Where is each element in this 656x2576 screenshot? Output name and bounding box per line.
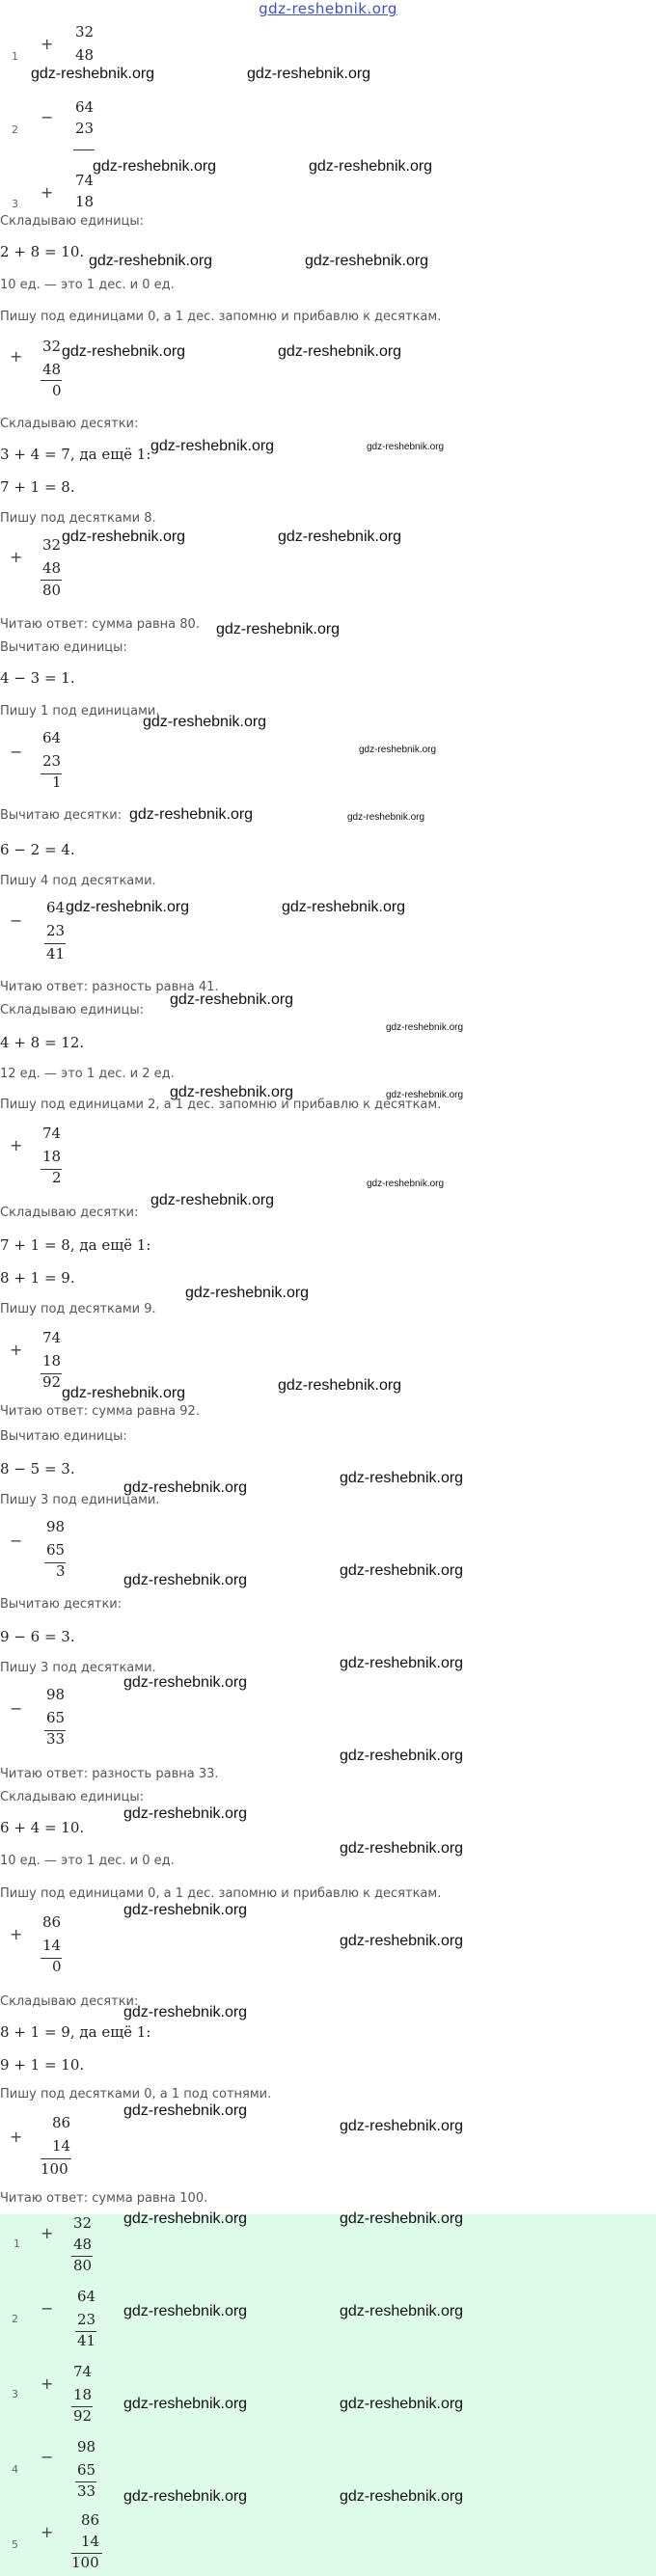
watermark: gdz-reshebnik.org bbox=[340, 2396, 464, 2412]
plus-sign: + bbox=[41, 2374, 54, 2393]
watermark: gdz-reshebnik.org bbox=[185, 1285, 310, 1301]
step-equation: 6 + 4 = 10. bbox=[0, 1819, 85, 1836]
watermark: gdz-reshebnik.org bbox=[123, 2004, 248, 2020]
watermark: gdz-reshebnik.org bbox=[340, 1470, 464, 1486]
watermark: gdz-reshebnik.org bbox=[123, 2102, 248, 2119]
step-equation: 8 + 1 = 9, да ещё 1: bbox=[0, 2023, 151, 2041]
watermark: gdz-reshebnik.org bbox=[340, 1655, 464, 1671]
step-equation: 7 + 1 = 8, да ещё 1: bbox=[0, 1236, 151, 1254]
operand-bottom: 48 bbox=[73, 2236, 93, 2253]
operand-bottom: 23 bbox=[77, 2311, 96, 2328]
example-number: 2 bbox=[12, 2313, 18, 2325]
operand-top: 64 bbox=[77, 2288, 96, 2305]
result-line bbox=[44, 943, 66, 944]
operand-top: 86 bbox=[42, 1913, 62, 1931]
watermark: gdz-reshebnik.org bbox=[129, 806, 254, 823]
minus-sign: − bbox=[10, 1532, 23, 1550]
result-value: 1 bbox=[52, 773, 62, 791]
step-equation: 4 + 8 = 12. bbox=[0, 1034, 85, 1051]
step-text: Складываю единицы: bbox=[0, 1003, 145, 1017]
step-text: 10 ед. — это 1 дес. и 0 ед. bbox=[0, 1854, 175, 1868]
watermark: gdz-reshebnik.org bbox=[278, 343, 402, 360]
example-number: 1 bbox=[12, 50, 18, 63]
operand-top: 86 bbox=[52, 2114, 71, 2131]
step-text: Вычитаю единицы: bbox=[0, 1429, 127, 1444]
result-value: 100 bbox=[71, 2554, 99, 2571]
watermark: gdz-reshebnik.org bbox=[340, 1562, 464, 1579]
step-text: Пишу под десятками 8. bbox=[0, 511, 156, 526]
step-text: Пишу под десятками 9. bbox=[0, 1302, 156, 1316]
watermark: gdz-reshebnik.org bbox=[359, 745, 437, 755]
step-equation: 8 + 1 = 9. bbox=[0, 1269, 75, 1287]
watermark: gdz-reshebnik.org bbox=[123, 2396, 248, 2412]
result-line bbox=[73, 149, 95, 150]
watermark: gdz-reshebnik.org bbox=[386, 1022, 464, 1033]
operand-top: 74 bbox=[42, 1125, 62, 1142]
watermark: gdz-reshebnik.org bbox=[305, 253, 429, 269]
example-number: 1 bbox=[14, 2237, 20, 2250]
watermark: gdz-reshebnik.org bbox=[123, 1902, 248, 1918]
step-text: 12 ед. — это 1 дес. и 2 ед. bbox=[0, 1067, 175, 1081]
step-text: Пишу 1 под единицами. bbox=[0, 704, 160, 719]
watermark: gdz-reshebnik.org bbox=[170, 1084, 294, 1100]
operand-bottom: 14 bbox=[52, 2137, 71, 2155]
step-text: Складываю десятки: bbox=[0, 1206, 139, 1220]
watermark: gdz-reshebnik.org bbox=[123, 2303, 248, 2319]
result-value: 41 bbox=[77, 2332, 96, 2349]
operand-top: 32 bbox=[42, 536, 62, 554]
result-value: 100 bbox=[41, 2160, 68, 2178]
example-number: 3 bbox=[12, 2388, 18, 2400]
plus-sign: + bbox=[41, 2224, 54, 2242]
watermark: gdz-reshebnik.org bbox=[150, 1192, 275, 1208]
operand-bottom: 18 bbox=[75, 193, 95, 210]
watermark: gdz-reshebnik.org bbox=[386, 1090, 464, 1100]
step-text: Складываю единицы: bbox=[0, 214, 145, 229]
plus-sign: + bbox=[10, 1136, 23, 1154]
operand-bottom: 65 bbox=[77, 2461, 96, 2479]
result-line bbox=[41, 580, 62, 581]
result-value: 3 bbox=[56, 1562, 66, 1580]
plus-sign: + bbox=[41, 35, 54, 53]
watermark: gdz-reshebnik.org bbox=[62, 1385, 186, 1401]
example-number: 4 bbox=[12, 2463, 18, 2476]
watermark: gdz-reshebnik.org bbox=[93, 158, 217, 175]
operand-bottom: 18 bbox=[73, 2386, 93, 2403]
answer-text: Читаю ответ: разность равна 33. bbox=[0, 1767, 219, 1781]
operand-bottom: 48 bbox=[75, 46, 95, 64]
operand-bottom: 18 bbox=[42, 1352, 62, 1369]
operand-bottom: 14 bbox=[42, 1937, 62, 1954]
watermark: gdz-reshebnik.org bbox=[31, 66, 155, 82]
result-value: 33 bbox=[46, 1730, 66, 1748]
watermark: gdz-reshebnik.org bbox=[340, 1748, 464, 1764]
step-equation: 9 + 1 = 10. bbox=[0, 2056, 85, 2074]
watermark: gdz-reshebnik.org bbox=[247, 66, 371, 82]
operand-top: 64 bbox=[75, 98, 95, 116]
plus-sign: + bbox=[10, 548, 23, 566]
watermark: gdz-reshebnik.org bbox=[282, 899, 406, 915]
minus-sign: − bbox=[41, 108, 54, 126]
plus-sign: + bbox=[10, 347, 23, 366]
step-text: Вычитаю единицы: bbox=[0, 640, 127, 655]
operand-top: 74 bbox=[73, 2363, 93, 2380]
operand-bottom: 14 bbox=[81, 2533, 100, 2550]
step-text: Пишу 3 под десятками. bbox=[0, 1661, 156, 1675]
result-value: 41 bbox=[46, 945, 66, 963]
watermark: gdz-reshebnik.org bbox=[347, 812, 425, 823]
plus-sign: + bbox=[41, 2523, 54, 2541]
operand-bottom: 48 bbox=[42, 361, 62, 378]
operand-top: 74 bbox=[42, 1329, 62, 1346]
step-text: Пишу под единицами 2, а 1 дес. запомню и прибавлю к десяткам. bbox=[0, 1098, 442, 1112]
operand-bottom: 48 bbox=[42, 559, 62, 577]
watermark: gdz-reshebnik.org bbox=[367, 442, 445, 452]
watermark: gdz-reshebnik.org bbox=[123, 1674, 248, 1691]
operand-bottom: 65 bbox=[46, 1541, 66, 1559]
watermark: gdz-reshebnik.org bbox=[278, 529, 402, 545]
plus-sign: + bbox=[10, 1341, 23, 1359]
example-number: 2 bbox=[12, 123, 18, 136]
minus-sign: − bbox=[41, 2448, 54, 2466]
watermark: gdz-reshebnik.org bbox=[216, 621, 341, 637]
step-text: Вычитаю десятки: bbox=[0, 1597, 123, 1612]
watermark: gdz-reshebnik.org bbox=[340, 1933, 464, 1949]
watermark: gdz-reshebnik.org bbox=[123, 1572, 248, 1588]
answer-text: Читаю ответ: сумма равна 80. bbox=[0, 617, 200, 632]
answer-text: Читаю ответ: разность равна 41. bbox=[0, 980, 219, 994]
watermark: gdz-reshebnik.org bbox=[123, 1805, 248, 1822]
operand-top: 32 bbox=[75, 23, 95, 41]
operand-top: 98 bbox=[46, 1686, 66, 1703]
operand-bottom: 23 bbox=[42, 752, 62, 770]
operand-top: 64 bbox=[42, 729, 62, 746]
step-text: Складываю единицы: bbox=[0, 1790, 145, 1804]
plus-sign: + bbox=[10, 2128, 23, 2146]
example-number: 5 bbox=[12, 2538, 18, 2551]
watermark: gdz-reshebnik.org bbox=[170, 991, 294, 1008]
site-title[interactable]: gdz-reshebnik.org bbox=[259, 0, 397, 17]
watermark: gdz-reshebnik.org bbox=[123, 1479, 248, 1496]
watermark: gdz-reshebnik.org bbox=[340, 2303, 464, 2319]
plus-sign: + bbox=[10, 1925, 23, 1943]
watermark: gdz-reshebnik.org bbox=[367, 1179, 445, 1189]
watermark: gdz-reshebnik.org bbox=[66, 899, 190, 915]
operand-top: 86 bbox=[81, 2511, 100, 2529]
minus-sign: − bbox=[10, 911, 23, 930]
result-value: 0 bbox=[52, 382, 62, 399]
step-text: Складываю десятки: bbox=[0, 417, 139, 431]
watermark: gdz-reshebnik.org bbox=[123, 2488, 248, 2505]
operand-top: 32 bbox=[73, 2214, 93, 2232]
answer-text: Читаю ответ: сумма равна 100. bbox=[0, 2191, 208, 2206]
operand-bottom: 18 bbox=[42, 1148, 62, 1165]
watermark: gdz-reshebnik.org bbox=[340, 2210, 464, 2227]
watermark: gdz-reshebnik.org bbox=[89, 253, 213, 269]
step-text: Пишу 4 под десятками. bbox=[0, 874, 156, 888]
step-text: 10 ед. — это 1 дес. и 0 ед. bbox=[0, 278, 175, 292]
watermark: gdz-reshebnik.org bbox=[340, 2118, 464, 2134]
minus-sign: − bbox=[10, 743, 23, 761]
watermark: gdz-reshebnik.org bbox=[123, 2210, 248, 2227]
result-value: 33 bbox=[77, 2482, 96, 2500]
result-value: 2 bbox=[52, 1169, 62, 1186]
watermark: gdz-reshebnik.org bbox=[340, 2488, 464, 2505]
result-value: 80 bbox=[73, 2257, 93, 2274]
step-text: Складываю десятки: bbox=[0, 1994, 139, 2009]
step-equation: 3 + 4 = 7, да ещё 1: bbox=[0, 446, 151, 463]
watermark: gdz-reshebnik.org bbox=[62, 529, 186, 545]
result-value: 80 bbox=[42, 582, 62, 599]
plus-sign: + bbox=[41, 183, 54, 202]
operand-bottom: 65 bbox=[46, 1709, 66, 1726]
step-text: Вычитаю десятки: bbox=[0, 808, 123, 823]
watermark: gdz-reshebnik.org bbox=[340, 1840, 464, 1857]
step-equation: 6 − 2 = 4. bbox=[0, 841, 75, 858]
result-value: 92 bbox=[42, 1373, 62, 1391]
minus-sign: − bbox=[10, 1699, 23, 1718]
operand-top: 74 bbox=[75, 172, 95, 189]
step-text: Пишу под единицами 0, а 1 дес. запомню и прибавлю к десяткам. bbox=[0, 310, 442, 324]
answer-text: Читаю ответ: сумма равна 92. bbox=[0, 1404, 200, 1419]
result-value: 92 bbox=[73, 2407, 93, 2425]
watermark: gdz-reshebnik.org bbox=[62, 343, 186, 360]
watermark: gdz-reshebnik.org bbox=[309, 158, 433, 175]
step-equation: 8 − 5 = 3. bbox=[0, 1460, 75, 1478]
watermark: gdz-reshebnik.org bbox=[278, 1377, 402, 1394]
step-text: Пишу под десятками 0, а 1 под сотнями. bbox=[0, 2087, 272, 2101]
operand-bottom: 23 bbox=[75, 120, 95, 137]
minus-sign: − bbox=[41, 2299, 54, 2318]
result-line bbox=[41, 380, 62, 381]
operand-top: 98 bbox=[77, 2438, 96, 2455]
step-text: Пишу под единицами 0, а 1 дес. запомню и прибавлю к десяткам. bbox=[0, 1886, 442, 1901]
operand-bottom: 23 bbox=[46, 922, 66, 939]
operand-top: 32 bbox=[42, 338, 62, 355]
result-value: 0 bbox=[52, 1958, 62, 1975]
step-equation: 9 − 6 = 3. bbox=[0, 1628, 75, 1645]
operand-top: 98 bbox=[46, 1518, 66, 1535]
operand-top: 64 bbox=[46, 899, 66, 916]
result-line bbox=[41, 2158, 71, 2159]
step-equation: 4 − 3 = 1. bbox=[0, 669, 75, 687]
watermark: gdz-reshebnik.org bbox=[143, 714, 267, 730]
step-equation: 2 + 8 = 10. bbox=[0, 243, 85, 260]
example-number: 3 bbox=[12, 198, 18, 210]
step-equation: 7 + 1 = 8. bbox=[0, 478, 75, 496]
step-text: Пишу 3 под единицами. bbox=[0, 1493, 160, 1507]
watermark: gdz-reshebnik.org bbox=[150, 438, 275, 454]
